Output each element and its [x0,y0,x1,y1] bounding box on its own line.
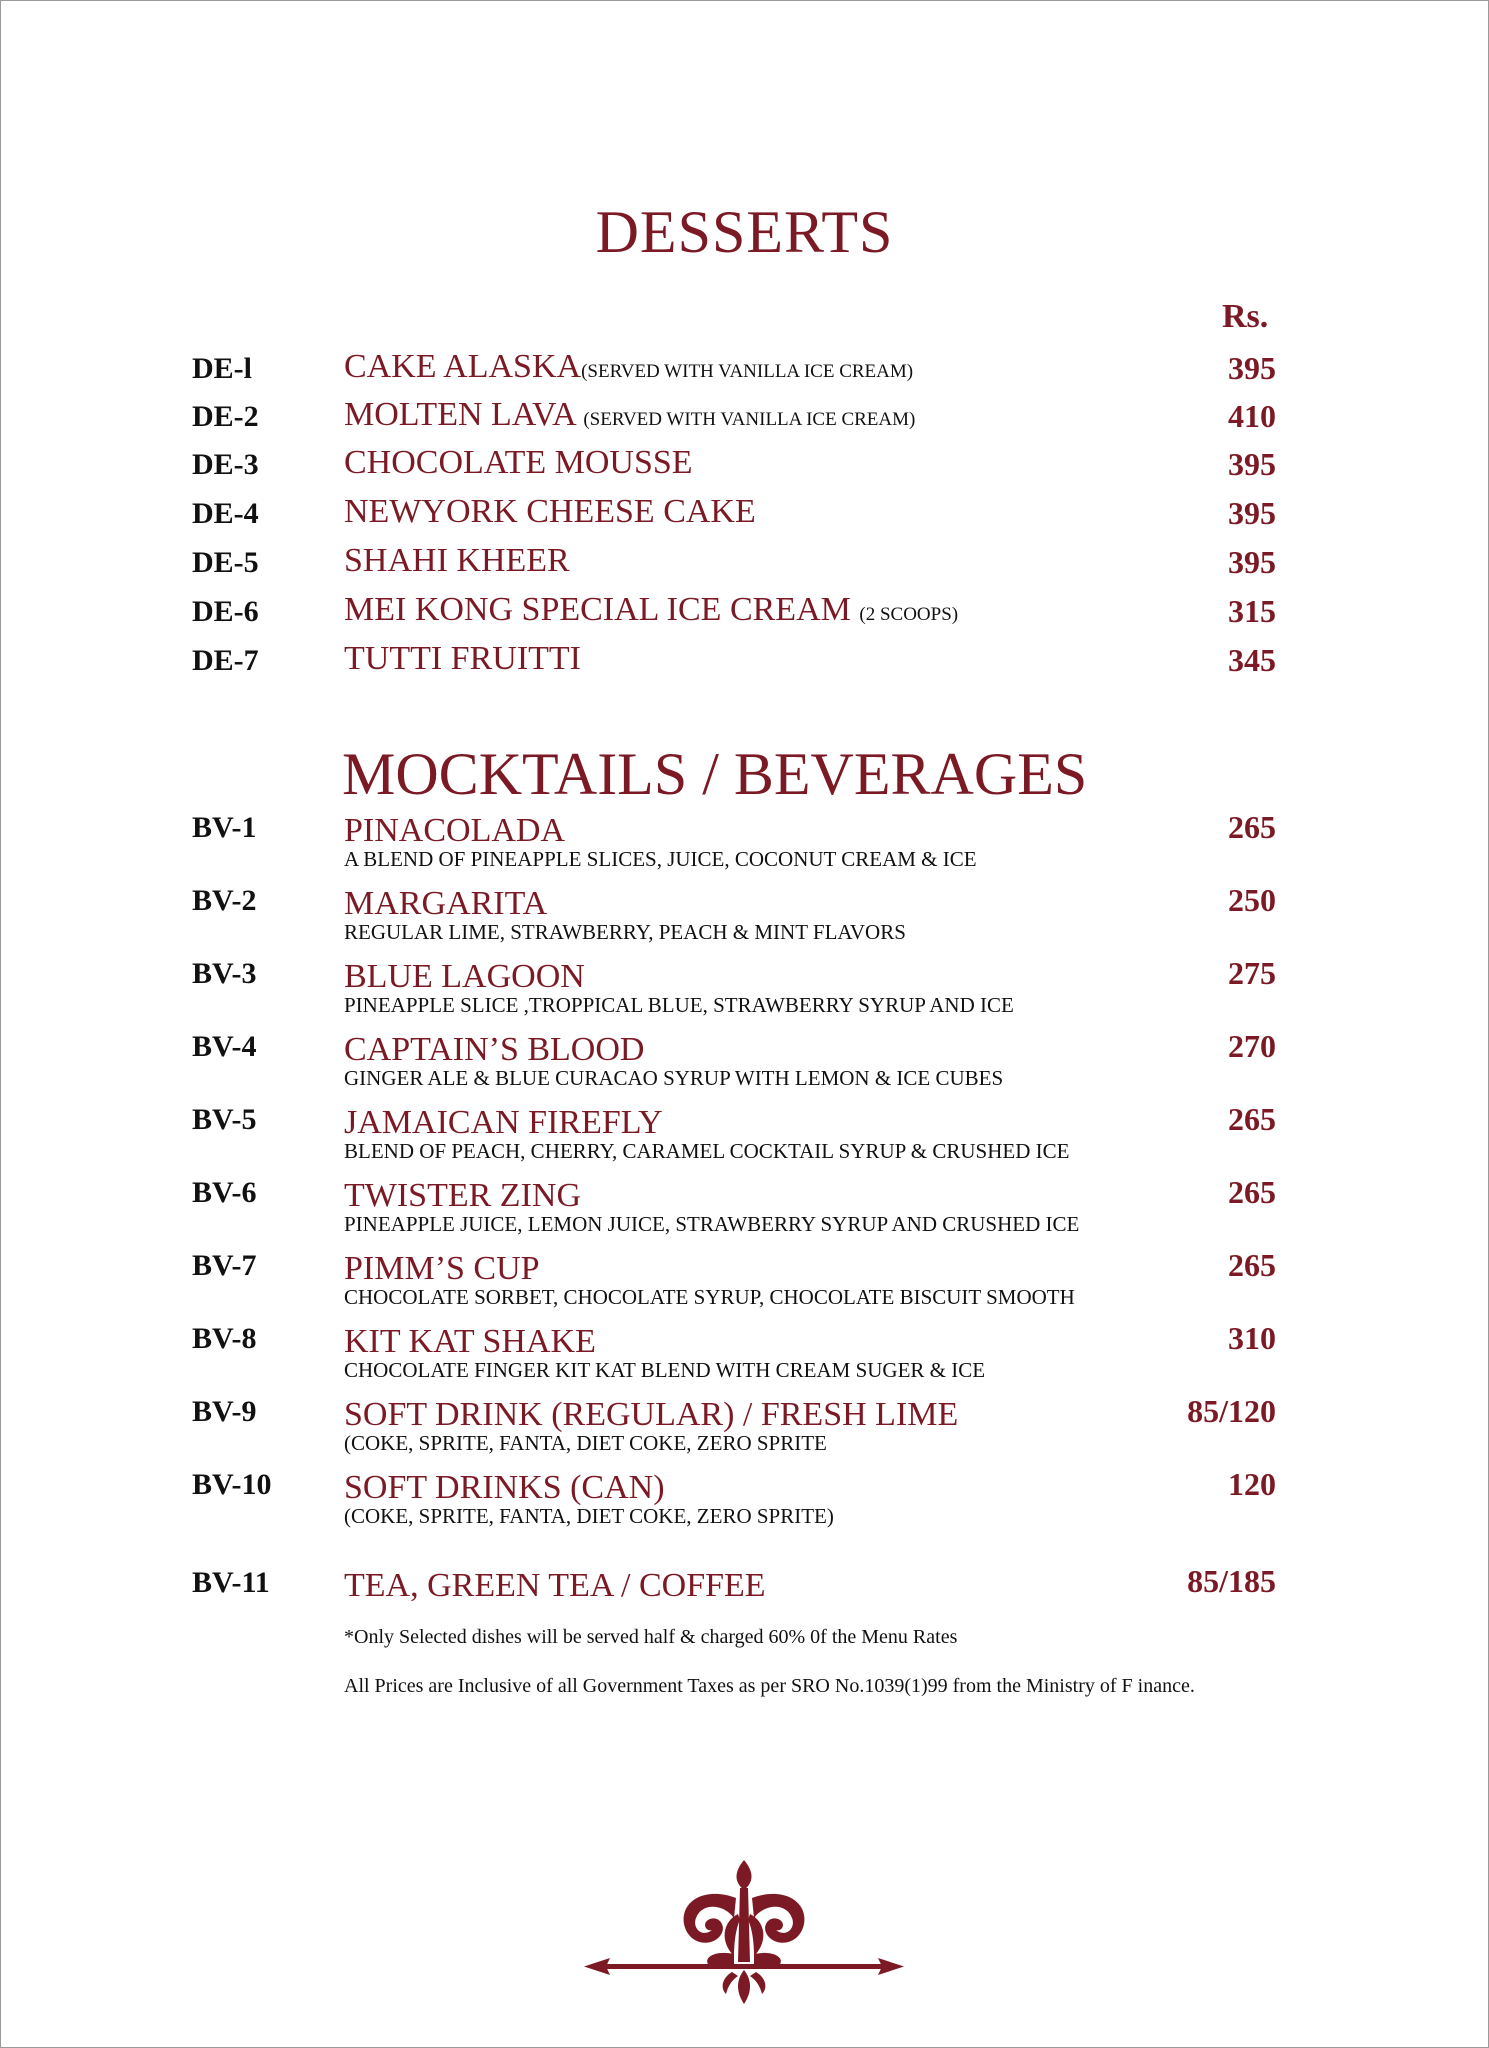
item-note: (SERVED WITH VANILLA ICE CREAM) [581,361,914,382]
item-note: (2 SCOOPS) [859,604,959,625]
item-price: 265 [1228,1247,1276,1283]
item-price: 265 [1228,1174,1276,1210]
item-price: 310 [1228,1320,1276,1356]
item-code: BV-2 [192,884,257,917]
item-name: CAPTAIN’S BLOOD [344,1031,645,1068]
item-description: REGULAR LIME, STRAWBERRY, PEACH & MINT FLAVORS [344,920,906,944]
footer-note-taxes: All Prices are Inclusive of all Government Taxes as per SRO No.1039(1)99 from the Ministry of F inance. [344,1675,1195,1697]
item-name: JAMAICAN FIREFLY [344,1104,663,1141]
item-name: SOFT DRINKS (CAN) [344,1469,665,1506]
item-name: CAKE ALASKA(SERVED WITH VANILLA ICE CREAM) [344,348,914,385]
item-description: GINGER ALE & BLUE CURACAO SYRUP WITH LEMON & ICE CUBES [344,1066,1004,1090]
item-name: TUTTI FRUITTI [344,640,582,677]
item-price: 395 [1228,350,1276,386]
item-code: BV-11 [192,1566,270,1599]
item-price: 250 [1228,882,1276,918]
item-name: SHAHI KHEER [344,542,570,579]
damask-flourish-icon [584,1858,904,2008]
item-code: DE-l [192,352,252,385]
item-note: (SERVED WITH VANILLA ICE CREAM) [583,409,916,430]
item-price: 410 [1228,398,1276,434]
item-name: BLUE LAGOON [344,958,585,995]
item-code: DE-2 [192,400,259,433]
item-price: 395 [1228,495,1276,531]
item-code: BV-1 [192,811,257,844]
item-code: DE-7 [192,644,259,677]
item-description: A BLEND OF PINEAPPLE SLICES, JUICE, COCONUT CREAM & ICE [344,847,977,871]
item-code: BV-4 [192,1030,257,1063]
item-price: 120 [1228,1466,1276,1502]
item-name: CHOCOLATE MOUSSE [344,444,693,481]
item-price: 275 [1228,955,1276,991]
item-name: MEI KONG SPECIAL ICE CREAM (2 SCOOPS) [344,591,959,628]
item-name: TEA, GREEN TEA / COFFEE [344,1567,766,1604]
item-description: BLEND OF PEACH, CHERRY, CARAMEL COCKTAIL SYRUP & CRUSHED ICE [344,1139,1070,1163]
item-name: KIT KAT SHAKE [344,1323,596,1360]
item-code: DE-4 [192,497,259,530]
item-code: BV-7 [192,1249,257,1282]
item-price: 85/120 [1187,1393,1276,1429]
item-description: PINEAPPLE SLICE ,TROPPICAL BLUE, STRAWBERRY SYRUP AND ICE [344,993,1014,1017]
item-description: PINEAPPLE JUICE, LEMON JUICE, STRAWBERRY SYRUP AND CRUSHED ICE [344,1212,1080,1236]
item-code: BV-8 [192,1322,257,1355]
item-name: MOLTEN LAVA (SERVED WITH VANILLA ICE CREAM) [344,396,916,433]
item-price: 315 [1228,593,1276,629]
item-name: SOFT DRINK (REGULAR) / FRESH LIME [344,1396,959,1433]
item-price: 395 [1228,544,1276,580]
footer-note-half-portion: *Only Selected dishes will be served half & charged 60% 0f the Menu Rates [344,1626,958,1648]
item-description: (COKE, SPRITE, FANTA, DIET COKE, ZERO SPRITE) [344,1504,834,1528]
item-price: 265 [1228,1101,1276,1137]
item-description: (COKE, SPRITE, FANTA, DIET COKE, ZERO SPRITE [344,1431,827,1455]
item-code: DE-6 [192,595,259,628]
item-code: BV-9 [192,1395,257,1428]
item-price: 85/185 [1187,1563,1276,1599]
currency-label: Rs. [1222,298,1269,335]
item-description: CHOCOLATE FINGER KIT KAT BLEND WITH CREAM SUGER & ICE [344,1358,986,1382]
item-code: DE-5 [192,546,259,579]
item-name: PINACOLADA [344,812,565,849]
item-name: TWISTER ZING [344,1177,582,1214]
item-price: 270 [1228,1028,1276,1064]
beverages-title: MOCKTAILS / BEVERAGES [342,741,1088,807]
item-price: 265 [1228,809,1276,845]
item-name: MARGARITA [344,885,548,922]
item-code: BV-10 [192,1468,272,1501]
item-price: 345 [1228,642,1276,678]
item-code: BV-3 [192,957,257,990]
item-name: NEWYORK CHEESE CAKE [344,493,756,530]
item-code: BV-5 [192,1103,257,1136]
desserts-title: DESSERTS [595,199,894,265]
item-price: 395 [1228,446,1276,482]
item-code: BV-6 [192,1176,257,1209]
item-code: DE-3 [192,448,259,481]
item-name: PIMM’S CUP [344,1250,540,1287]
item-description: CHOCOLATE SORBET, CHOCOLATE SYRUP, CHOCOLATE BISCUIT SMOOTH [344,1285,1075,1309]
